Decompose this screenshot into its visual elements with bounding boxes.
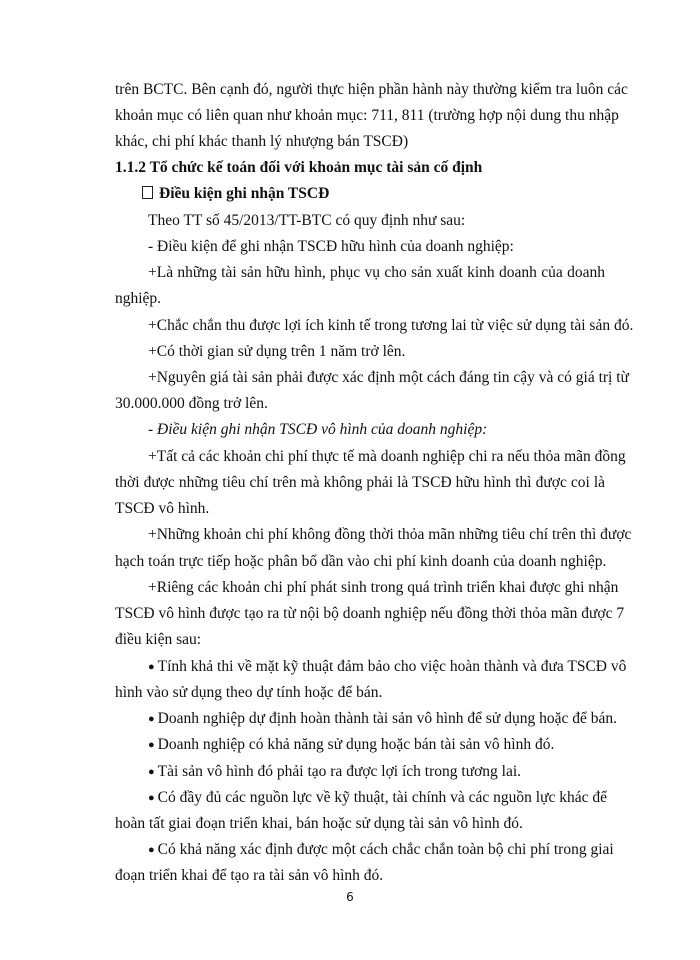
paragraph-line: TSCĐ vô hình. bbox=[115, 500, 210, 517]
paragraph-line: +Có thời gian sử dụng trên 1 năm trở lên. bbox=[148, 343, 406, 360]
paragraph-line: điều kiện sau: bbox=[115, 631, 202, 648]
paragraph-line: +Nguyên giá tài sản phải được xác định một cách đáng tin cậy và có giá trị từ bbox=[148, 369, 629, 386]
bullet-icon: ● bbox=[148, 766, 155, 778]
paragraph-line: TSCĐ vô hình được tạo ra từ nội bộ doanh nghiệp nếu đồng thời thỏa mãn được 7 bbox=[115, 605, 625, 622]
subsection-heading bbox=[142, 184, 329, 204]
paragraph-line: khác, chi phí khác thanh lý nhượng bán TSCĐ) bbox=[115, 133, 409, 150]
paragraph-line: đoạn triển khai để tạo ra tài sản vô hình đó. bbox=[115, 867, 384, 884]
bullet-icon: ● bbox=[148, 713, 155, 725]
paragraph-line: +Riêng các khoản chi phí phát sinh trong quá trình triển khai được ghi nhận bbox=[148, 579, 619, 596]
paragraph-line: khoản mục có liên quan như khoản mục: 711, 811 (trường hợp nội dung thu nhập bbox=[115, 107, 619, 124]
paragraph-line: hoàn tất giai đoạn triển khai, bán hoặc sử dụng tài sản vô hình đó. bbox=[115, 815, 523, 832]
bullet-item: ● Tài sản vô hình đó phải tạo ra được lợi ích trong tương lai. bbox=[148, 763, 522, 780]
paragraph-line: +Là những tài sản hữu hình, phục vụ cho sản xuất kinh doanh của doanh bbox=[148, 264, 605, 281]
bullet-icon: ● bbox=[148, 792, 155, 804]
paragraph-line-italic: - Điều kiện ghi nhận TSCĐ vô hình của doanh nghiệp: bbox=[148, 421, 488, 438]
paragraph-line: hình vào sử dụng theo dự tính hoặc để bán. bbox=[115, 684, 383, 701]
bullet-icon: ● bbox=[148, 661, 155, 673]
paragraph-line: nghiệp. bbox=[115, 290, 162, 307]
paragraph-line: Theo TT số 45/2013/TT-BTC có quy định như sau: bbox=[148, 212, 466, 229]
paragraph-line: +Những khoản chi phí không đồng thời thỏa mãn những tiêu chí trên thì được bbox=[148, 526, 632, 543]
paragraph-line: 30.000.000 đồng trở lên. bbox=[115, 395, 268, 412]
page-number: 6 bbox=[346, 890, 354, 904]
bullet-item: ● Doanh nghiệp dự định hoàn thành tài sản vô hình để sử dụng hoặc để bán. bbox=[148, 710, 617, 727]
subsection-heading-text: Điều kiện ghi nhận TSCĐ bbox=[159, 185, 330, 202]
bullet-item: ● Doanh nghiệp có khả năng sử dụng hoặc bán tài sản vô hình đó. bbox=[148, 736, 555, 753]
paragraph-line: hạch toán trực tiếp hoặc phân bổ dần vào chi phí kinh doanh của doanh nghiệp. bbox=[115, 553, 607, 570]
paragraph-line: thời được những tiêu chí trên mà không phải là TSCĐ hữu hình thì được coi là bbox=[115, 474, 605, 491]
bullet-icon: ● bbox=[148, 844, 155, 856]
paragraph-line: +Tất cả các khoản chi phí thực tế mà doanh nghiệp chi ra nếu thỏa mãn đồng bbox=[148, 448, 626, 465]
bullet-item: ● Có đầy đủ các nguồn lực về kỹ thuật, tài chính và các nguồn lực khác để bbox=[148, 789, 608, 806]
checkbox-icon bbox=[142, 186, 153, 199]
bullet-item: ● Tính khả thi về mặt kỹ thuật đảm bảo cho việc hoàn thành và đưa TSCĐ vô bbox=[148, 658, 627, 675]
bullet-item: ● Có khả năng xác định được một cách chắc chắn toàn bộ chi phí trong giai bbox=[148, 841, 614, 858]
paragraph-line: - Điều kiện để ghi nhận TSCĐ hữu hình của doanh nghiệp: bbox=[148, 238, 514, 255]
paragraph-line: +Chắc chắn thu được lợi ích kinh tế trong tương lai từ việc sử dụng tài sản đó. bbox=[148, 317, 634, 334]
bullet-icon: ● bbox=[148, 739, 155, 751]
paragraph-line: trên BCTC. Bên cạnh đó, người thực hiện phần hành này thường kiểm tra luôn các bbox=[115, 81, 628, 98]
section-heading: 1.1.2 Tổ chức kế toán đối với khoản mục tài sản cố định bbox=[115, 159, 483, 176]
